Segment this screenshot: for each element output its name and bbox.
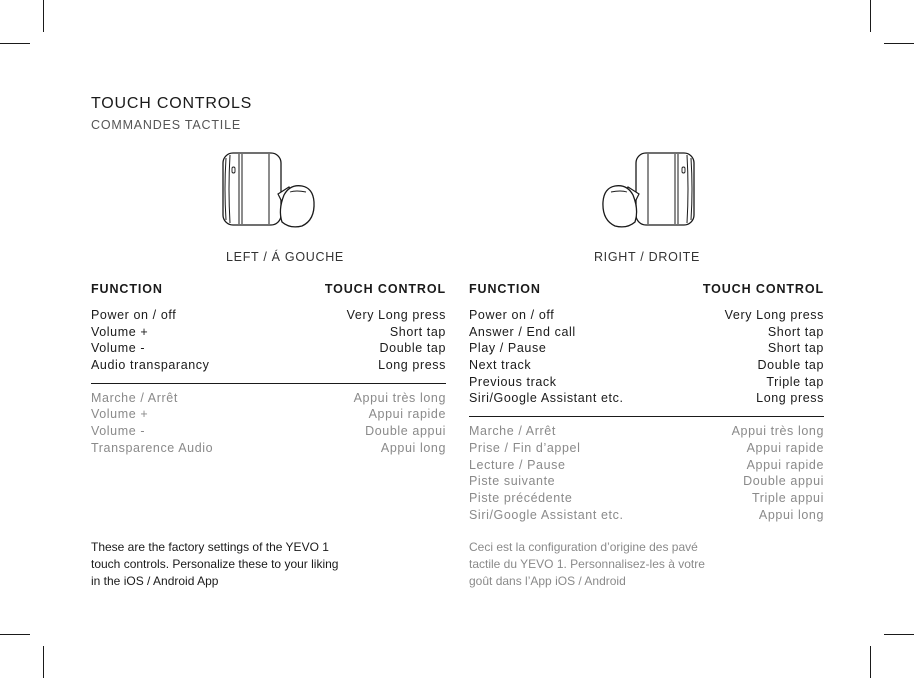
table-row	[469, 473, 824, 490]
function-label: Lecture / Pause	[469, 457, 566, 472]
table-header	[469, 282, 824, 307]
crop-mark	[0, 43, 30, 44]
function-label: Transparence Audio	[91, 440, 214, 455]
control-label: Very Long press	[724, 308, 824, 322]
left-earbud-illustration	[220, 150, 320, 232]
right-earbud-illustration	[597, 150, 697, 232]
table-row	[91, 390, 446, 407]
table-row	[91, 357, 446, 374]
function-label: Marche / Arrêt	[469, 424, 556, 439]
left-controls-table	[91, 282, 446, 457]
table-row	[91, 406, 446, 423]
divider	[91, 383, 446, 384]
function-label: Prise / Fin d’appel	[469, 440, 581, 455]
table-row	[91, 324, 446, 341]
crop-mark	[43, 646, 44, 678]
function-label: Power on / off	[469, 308, 555, 322]
function-label: Piste précédente	[469, 490, 573, 505]
factory-settings-note-en: These are the factory settings of the YEVO 1 touch controls. Personalize these to your liking in the iOS / Android App	[91, 540, 339, 588]
table-row	[469, 507, 824, 524]
function-label: Previous track	[469, 374, 557, 389]
function-label: Siri/Google Assistant etc.	[469, 391, 624, 406]
crop-mark	[0, 634, 30, 635]
page-subtitle: COMMANDES TACTILE	[91, 118, 241, 132]
divider	[469, 416, 824, 417]
table-row	[469, 457, 824, 474]
column-header-function: FUNCTION	[91, 282, 163, 296]
table-row	[469, 423, 824, 440]
crop-mark	[884, 43, 914, 44]
control-label: Appui rapide	[368, 407, 446, 422]
function-label: Play / Pause	[469, 341, 547, 356]
function-label: Marche / Arrêt	[91, 390, 178, 405]
table-row	[469, 357, 824, 374]
column-header-touch-control: TOUCH CONTROL	[324, 282, 446, 296]
table-row	[91, 340, 446, 357]
control-label: Long press	[756, 391, 824, 406]
control-label: Double appui	[365, 424, 446, 439]
crop-mark	[870, 646, 871, 678]
column-header-function: FUNCTION	[469, 282, 541, 296]
function-label: Volume +	[91, 407, 149, 422]
left-side-label: LEFT / Á GOUCHE	[226, 250, 344, 264]
control-label: Double appui	[743, 474, 824, 489]
control-label: Appui très long	[731, 424, 824, 439]
control-label: Appui rapide	[746, 440, 824, 455]
control-label: Appui long	[758, 507, 824, 522]
control-label: Triple appui	[751, 490, 824, 505]
function-label: Piste suivante	[469, 474, 556, 489]
function-label: Volume -	[91, 424, 146, 439]
crop-mark	[43, 0, 44, 32]
right-side-label: RIGHT / DROITE	[593, 250, 701, 264]
control-label: Double tap	[379, 341, 446, 356]
control-label: Appui long	[380, 440, 446, 455]
function-label: Volume +	[91, 324, 149, 339]
table-header	[91, 282, 446, 307]
table-row	[469, 340, 824, 357]
table-row	[91, 440, 446, 457]
function-label: Volume -	[91, 341, 146, 356]
control-label: Long press	[378, 358, 446, 373]
control-label: Very Long press	[346, 308, 446, 322]
function-label: Power on / off	[91, 308, 177, 322]
table-row	[91, 307, 446, 324]
column-header-touch-control: TOUCH CONTROL	[702, 282, 824, 296]
control-label: Short tap	[767, 341, 824, 356]
function-label: Audio transparancy	[91, 358, 210, 373]
table-row	[469, 490, 824, 507]
function-label: Siri/Google Assistant etc.	[469, 507, 624, 522]
control-label: Short tap	[767, 324, 824, 339]
table-row	[469, 374, 824, 391]
right-controls-table	[469, 282, 824, 523]
page-title: TOUCH CONTROLS	[91, 95, 253, 112]
control-label: Double tap	[757, 358, 824, 373]
control-label: Appui très long	[353, 390, 446, 405]
crop-mark	[884, 634, 914, 635]
table-row	[469, 390, 824, 407]
table-row	[469, 440, 824, 457]
table-row	[469, 324, 824, 341]
table-row	[469, 307, 824, 324]
table-row	[91, 423, 446, 440]
factory-settings-note-fr: Ceci est la configuration d’origine des pavé tactile du YEVO 1. Personnalisez-les à votre goût dans l’App iOS / Android	[469, 540, 705, 588]
function-label: Next track	[469, 358, 532, 373]
control-label: Short tap	[389, 324, 446, 339]
control-label: Triple tap	[766, 374, 824, 389]
control-label: Appui rapide	[746, 457, 824, 472]
crop-mark	[870, 0, 871, 32]
function-label: Answer / End call	[469, 324, 576, 339]
